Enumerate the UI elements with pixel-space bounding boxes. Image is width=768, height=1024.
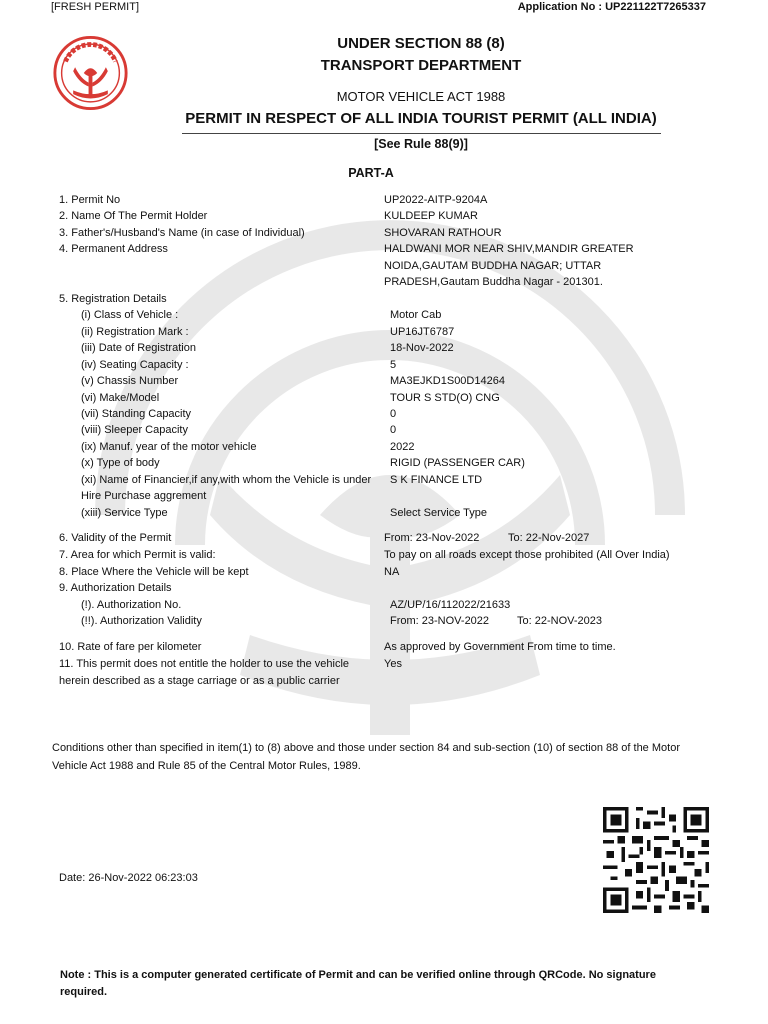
- section-heading: UNDER SECTION 88 (8): [337, 35, 505, 52]
- reg-item-value: 0: [390, 408, 397, 420]
- title-underline: [182, 133, 661, 134]
- address-line: NOIDA,GAUTAM BUDDHA NAGAR; UTTAR: [384, 260, 602, 272]
- validity-from: From: 23-Nov-2022: [384, 532, 480, 544]
- authorization-to: To: 22-NOV-2023: [517, 615, 602, 627]
- reg-item-label: (v) Chassis Number: [81, 375, 179, 387]
- reg-item-value: Motor Cab: [390, 309, 442, 321]
- authorization-label: 9. Authorization Details: [59, 582, 172, 594]
- reg-item-value: MA3EJKD1S00D14264: [390, 375, 505, 387]
- address-line: PRADESH,Gautam Buddha Nagar - 201301.: [384, 276, 603, 288]
- permit-no-label: 1. Permit No: [59, 194, 121, 206]
- verification-note: Note : This is a computer generated certificate of Permit and can be verified online through QRCode. No signature required.: [60, 969, 656, 998]
- reg-item-label: (iii) Date of Registration: [81, 342, 196, 354]
- reg-item-value: Select Service Type: [390, 507, 488, 519]
- holder-label: 2. Name Of The Permit Holder: [59, 210, 208, 222]
- permit-title: PERMIT IN RESPECT OF ALL INDIA TOURIST PERMIT (ALL INDIA): [185, 110, 657, 127]
- stage-label: herein described as a stage carriage or as a public carrier: [59, 675, 340, 687]
- reg-item-value: 5: [390, 359, 397, 371]
- father-label: 3. Father's/Husband's Name (in case of Individual): [59, 227, 305, 239]
- reg-item-label: (ii) Registration Mark :: [81, 326, 189, 338]
- reg-item-label: (iv) Seating Capacity :: [81, 359, 189, 371]
- reg-item-value: S K FINANCE LTD: [390, 474, 483, 486]
- stage-label: 11. This permit does not entitle the holder to use the vehicle: [59, 658, 350, 670]
- part-heading: PART-A: [348, 166, 394, 180]
- place-label: 8. Place Where the Vehicle will be kept: [59, 566, 249, 578]
- reg-item-value: 18-Nov-2022: [390, 342, 454, 354]
- department-heading: TRANSPORT DEPARTMENT: [320, 57, 522, 74]
- reg-item-value: TOUR S STD(O) CNG: [390, 392, 500, 404]
- permit-type-tag: [FRESH PERMIT]: [51, 1, 140, 13]
- reg-item-label: Hire Purchase aggrement: [81, 490, 207, 502]
- reg-item-value: 2022: [390, 441, 415, 453]
- holder-value: KULDEEP KUMAR: [384, 210, 478, 222]
- issue-date: Date: 26-Nov-2022 06:23:03: [59, 872, 198, 884]
- reg-item-label: (i) Class of Vehicle :: [81, 309, 179, 321]
- rule-reference: [See Rule 88(9)]: [374, 137, 468, 151]
- fare-label: 10. Rate of fare per kilometer: [59, 641, 202, 653]
- authorization-from: From: 23-NOV-2022: [390, 615, 490, 627]
- application-number: Application No : UP221122T7265337: [517, 1, 706, 13]
- reg-item-value: UP16JT6787: [390, 326, 455, 338]
- authorization-no-label: (!). Authorization No.: [81, 599, 182, 611]
- reg-item-value: RIGID (PASSENGER CAR): [390, 457, 525, 469]
- reg-item-label: (xi) Name of Financier,if any,with whom the Vehicle is under: [81, 474, 372, 486]
- reg-item-label: (xiii) Service Type: [81, 507, 168, 519]
- place-value: NA: [384, 566, 400, 578]
- area-label: 7. Area for which Permit is valid:: [59, 549, 216, 561]
- validity-to: To: 22-Nov-2027: [508, 532, 590, 544]
- stage-value: Yes: [384, 658, 402, 670]
- area-value: To pay on all roads except those prohibited (All Over India): [384, 549, 670, 561]
- father-value: SHOVARAN RATHOUR: [384, 227, 502, 239]
- conditions-text: Conditions other than specified in item(1) to (8) above and those under section 84 and sub-section (10) of section 88 of the Motor Vehicle Act 1988 and Rule 85 of the Central Motor Rules, 1989.: [52, 742, 680, 772]
- act-heading: MOTOR VEHICLE ACT 1988: [336, 89, 506, 104]
- fare-value: As approved by Government From time to time.: [384, 641, 616, 653]
- reg-item-label: (vi) Make/Model: [81, 392, 160, 404]
- reg-item-label: (vii) Standing Capacity: [81, 408, 192, 420]
- reg-item-label: (x) Type of body: [81, 457, 160, 469]
- reg-item-label: (viii) Sleeper Capacity: [81, 424, 188, 436]
- address-line: HALDWANI MOR NEAR SHIV,MANDIR GREATER: [384, 243, 634, 255]
- validity-label: 6. Validity of the Permit: [59, 532, 172, 544]
- authorization-validity-label: (!!). Authorization Validity: [81, 615, 202, 627]
- qr-code-icon: [603, 805, 709, 915]
- reg-item-value: 0: [390, 424, 397, 436]
- reg-item-label: (ix) Manuf. year of the motor vehicle: [81, 441, 257, 453]
- address-label: 4. Permanent Address: [59, 243, 168, 255]
- authorization-no-value: AZ/UP/16/112022/21633: [390, 599, 511, 611]
- permit-no-value: UP2022-AITP-9204A: [384, 194, 488, 206]
- registration-label: 5. Registration Details: [59, 293, 167, 305]
